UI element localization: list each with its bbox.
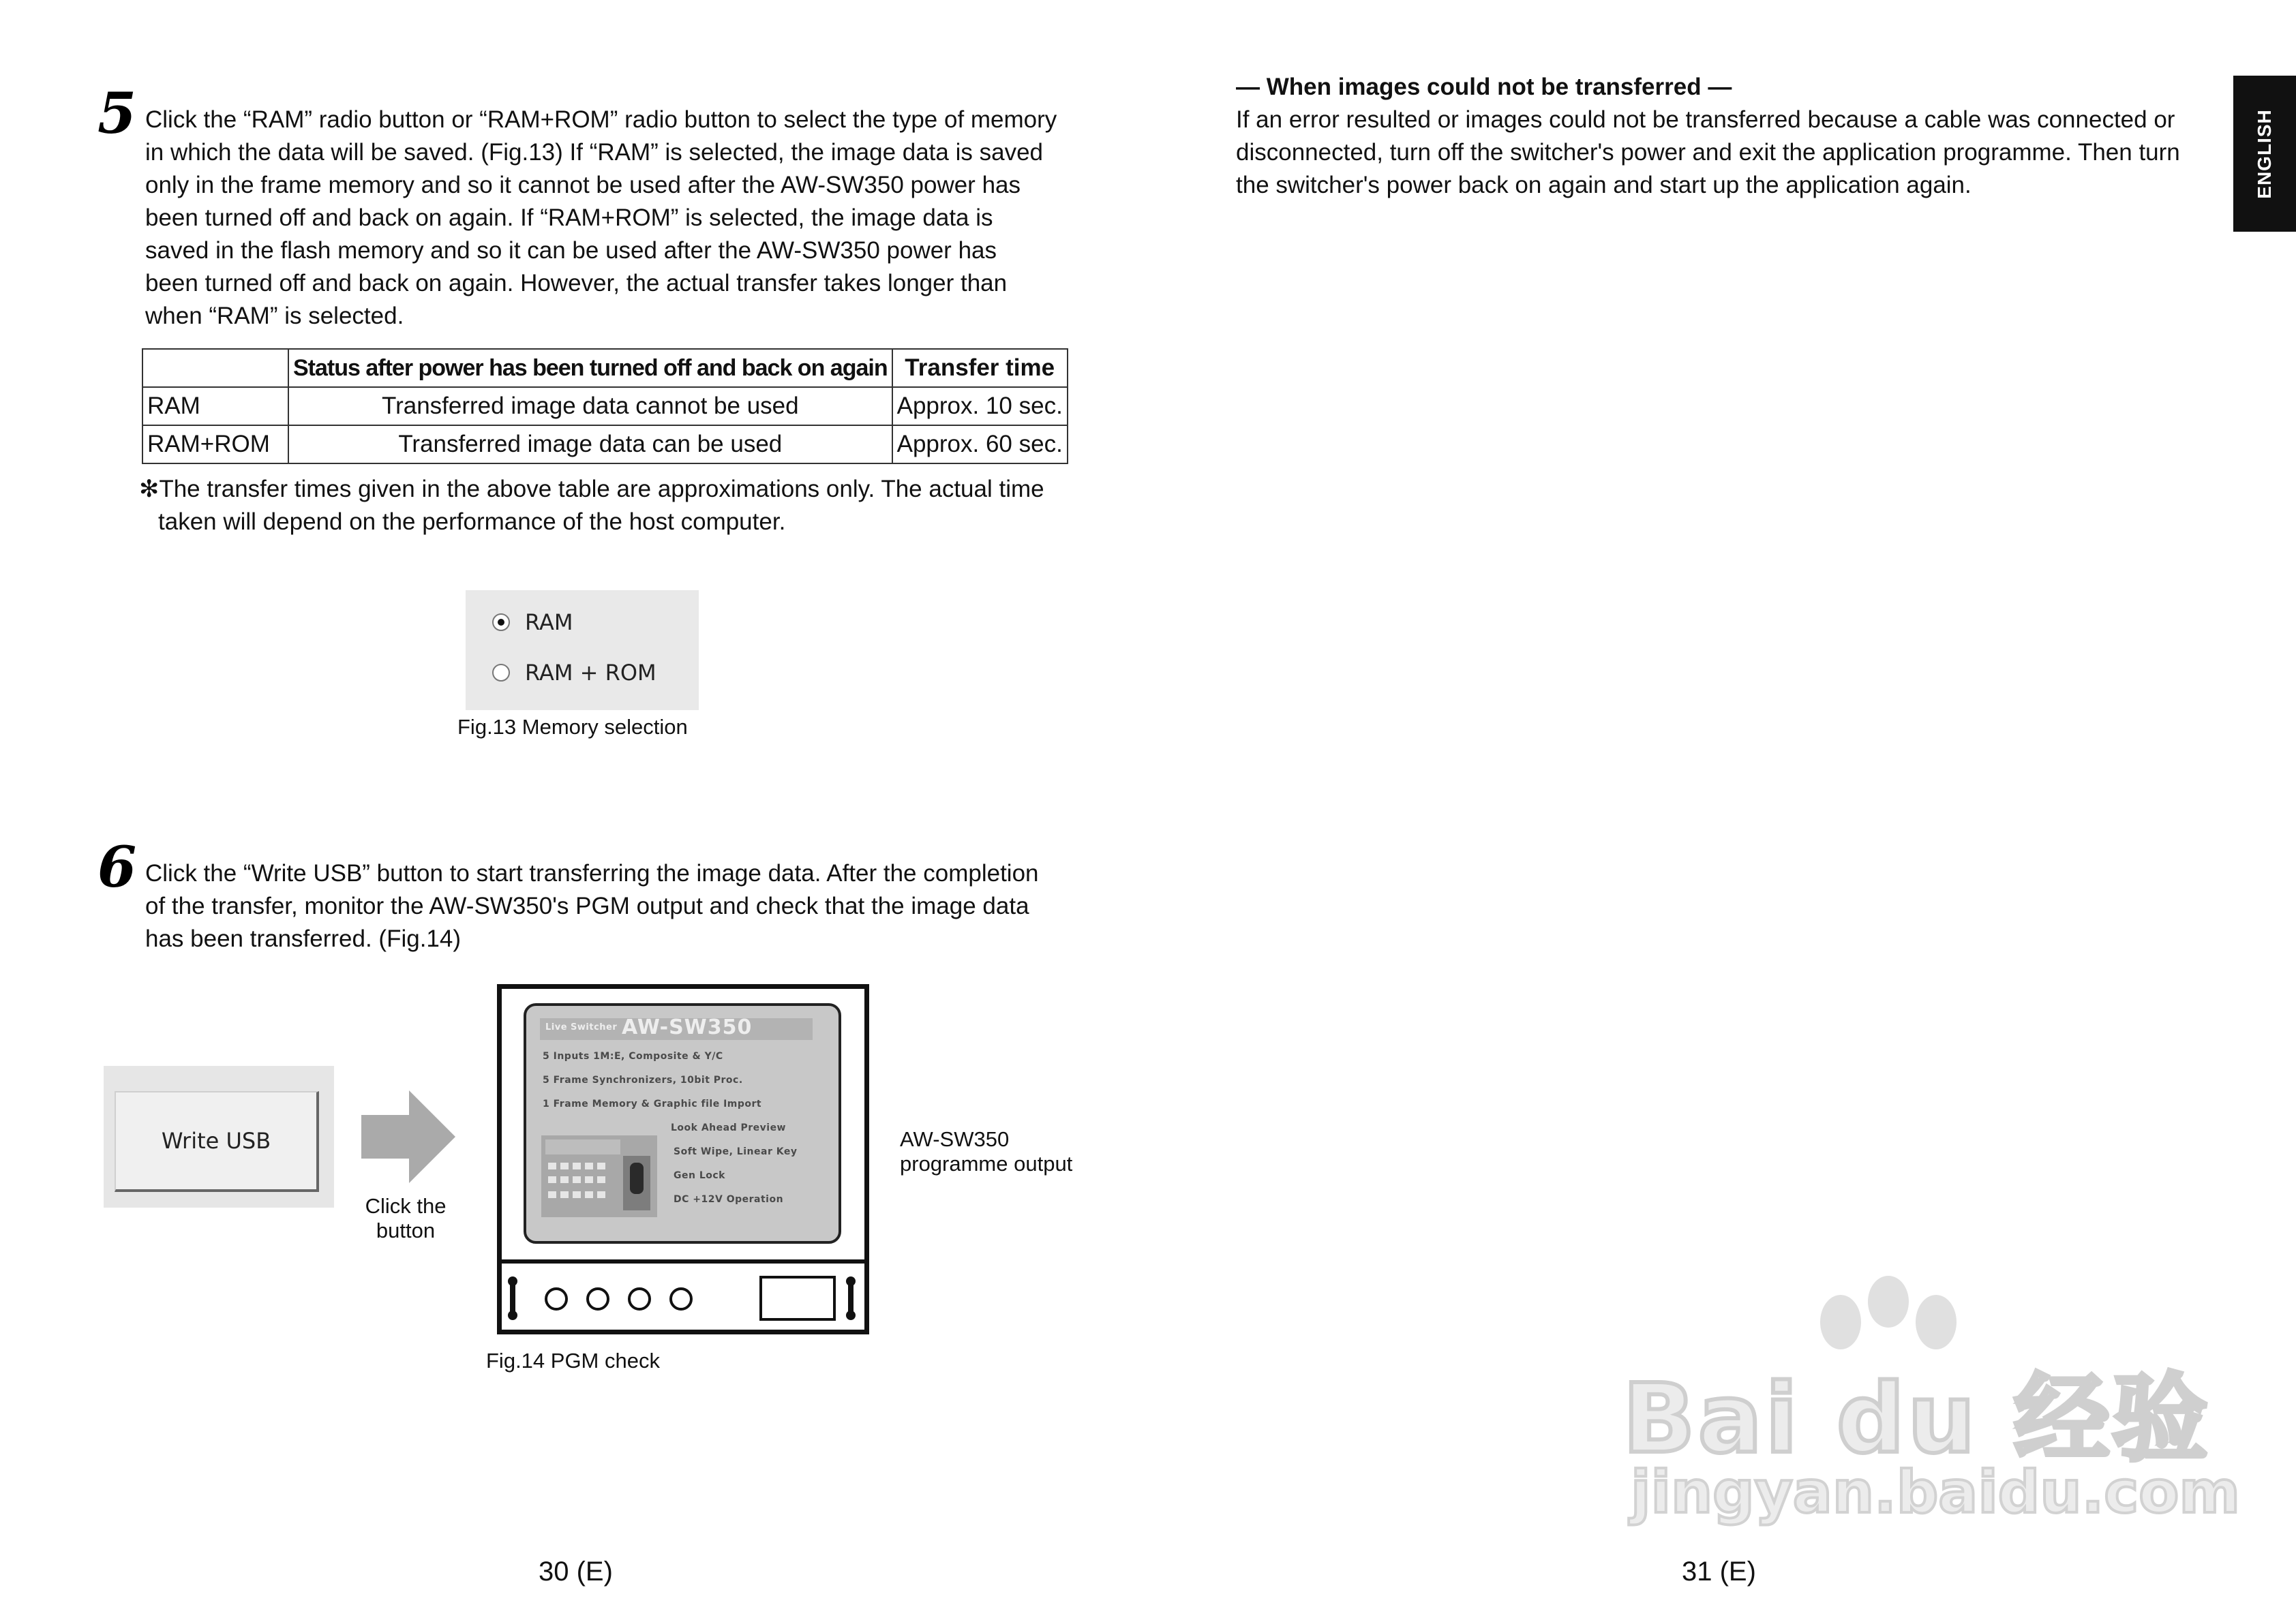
text-line: Click the “RAM” radio button or “RAM+ROM” radio button to select the type of memory	[145, 106, 1057, 133]
language-tab-label: ENGLISH	[2254, 108, 2275, 199]
text-line: been turned off and back on again. However, the actual transfer takes longer than	[145, 270, 1008, 296]
screen-spec-line: Look Ahead Preview	[671, 1122, 786, 1133]
radio-ram-label: RAM	[525, 609, 573, 635]
step-5-number: 5	[97, 81, 137, 147]
monitor-divider	[497, 1259, 869, 1264]
monitor-control-panel	[502, 1266, 864, 1330]
note-line: taken will depend on the performance of the host computer.	[158, 508, 786, 535]
text-line: been turned off and back on again. If “RAM+ROM” is selected, the image data is	[145, 204, 993, 231]
arrow-caption-line: Click the	[365, 1194, 447, 1218]
pgm-output-line: programme output	[900, 1152, 1073, 1176]
fig13-caption: Fig.13 Memory selection	[457, 715, 688, 739]
radio-ram-rom-label: RAM + ROM	[525, 660, 656, 686]
watermark-brand: Bai du 经验	[1622, 1364, 2211, 1475]
text-line: in which the data will be saved. (Fig.13) If “RAM” is selected, the image data is saved	[145, 139, 1043, 166]
table-cell: Approx. 10 sec.	[892, 387, 1068, 425]
screen-spec-line: 5 Frame Synchronizers, 10bit Proc.	[543, 1075, 743, 1086]
page-number-right: 31 (E)	[1682, 1557, 1756, 1587]
arrow-caption-line: button	[376, 1219, 436, 1242]
table-header-blank	[142, 349, 288, 387]
text-line: of the transfer, monitor the AW-SW350's PGM output and check that the image data	[145, 893, 1029, 919]
arrow-caption	[341, 1194, 470, 1243]
text-line: has been transferred. (Fig.14)	[145, 925, 462, 952]
asterisk-mark: ✻	[139, 476, 160, 502]
note-text: The transfer times given in the above table are approximations only. The actual time	[159, 476, 1044, 502]
write-usb-button[interactable]: Write USB	[115, 1091, 319, 1192]
right-arrow-icon	[361, 1090, 457, 1183]
table-row	[142, 425, 1068, 463]
screw-icon	[846, 1276, 856, 1320]
pgm-output-label	[900, 1127, 1072, 1176]
table-cell: Transferred image data cannot be used	[288, 387, 892, 425]
memory-comparison-table	[142, 348, 1068, 464]
screen-title-small: Live Switcher	[545, 1022, 618, 1032]
text-line: only in the frame memory and so it cannot be used after the AW-SW350 power has	[145, 172, 1021, 198]
radio-ram[interactable]	[492, 609, 573, 635]
table-header-row	[142, 349, 1068, 387]
language-tab	[2233, 76, 2296, 232]
note-line	[139, 473, 1044, 506]
switcher-panel-image	[541, 1135, 657, 1217]
radio-ram-rom[interactable]	[492, 660, 656, 686]
text-line: disconnected, turn off the switcher's power and exit the application programme. Then turn	[1236, 139, 2180, 166]
monitor-screen	[524, 1003, 841, 1244]
text-line: If an error resulted or images could not be transferred because a cable was connected or	[1236, 106, 2175, 133]
section-heading: — When images could not be transferred —	[1236, 74, 1732, 100]
fig14-caption: Fig.14 PGM check	[486, 1349, 660, 1373]
table-cell: Approx. 60 sec.	[892, 425, 1068, 463]
step-6-text	[145, 857, 1039, 955]
pgm-output-line: AW-SW350	[900, 1127, 1010, 1151]
watermark-url: jingyan.baidu.com	[1631, 1458, 2240, 1527]
text-line: when “RAM” is selected.	[145, 303, 404, 329]
table-cell: RAM	[142, 387, 288, 425]
step-6-number: 6	[97, 835, 137, 900]
text-line: the switcher's power back on again and start up the application again.	[1236, 172, 1972, 198]
text-line: Click the “Write USB” button to start transferring the image data. After the completion	[145, 860, 1039, 887]
screen-spec-line: DC +12V Operation	[674, 1194, 784, 1205]
screw-icon	[508, 1276, 517, 1320]
text-line: saved in the flash memory and so it can be used after the AW-SW350 power has	[145, 237, 997, 264]
step-5-text	[145, 104, 1057, 333]
page-number-left: 30 (E)	[539, 1557, 613, 1587]
screen-title-big: AW-SW350	[622, 1015, 753, 1039]
screen-spec-line: Gen Lock	[674, 1170, 725, 1181]
memory-selection-panel	[466, 590, 699, 710]
screen-spec-line: 5 Inputs 1M:E, Composite & Y/C	[543, 1051, 723, 1062]
screen-spec-line: Soft Wipe, Linear Key	[674, 1146, 798, 1157]
radio-unselected-icon[interactable]	[492, 664, 510, 682]
radio-selected-icon[interactable]	[492, 613, 510, 631]
table-header-transfer-time: Transfer time	[892, 349, 1068, 387]
table-row	[142, 387, 1068, 425]
transfer-time-note	[139, 473, 1044, 538]
screen-spec-line: 1 Frame Memory & Graphic file Import	[543, 1099, 762, 1110]
table-cell: Transferred image data can be used	[288, 425, 892, 463]
table-header-status: Status after power has been turned off and back on again	[288, 349, 892, 387]
transfer-error-section	[1236, 71, 2180, 202]
table-cell: RAM+ROM	[142, 425, 288, 463]
